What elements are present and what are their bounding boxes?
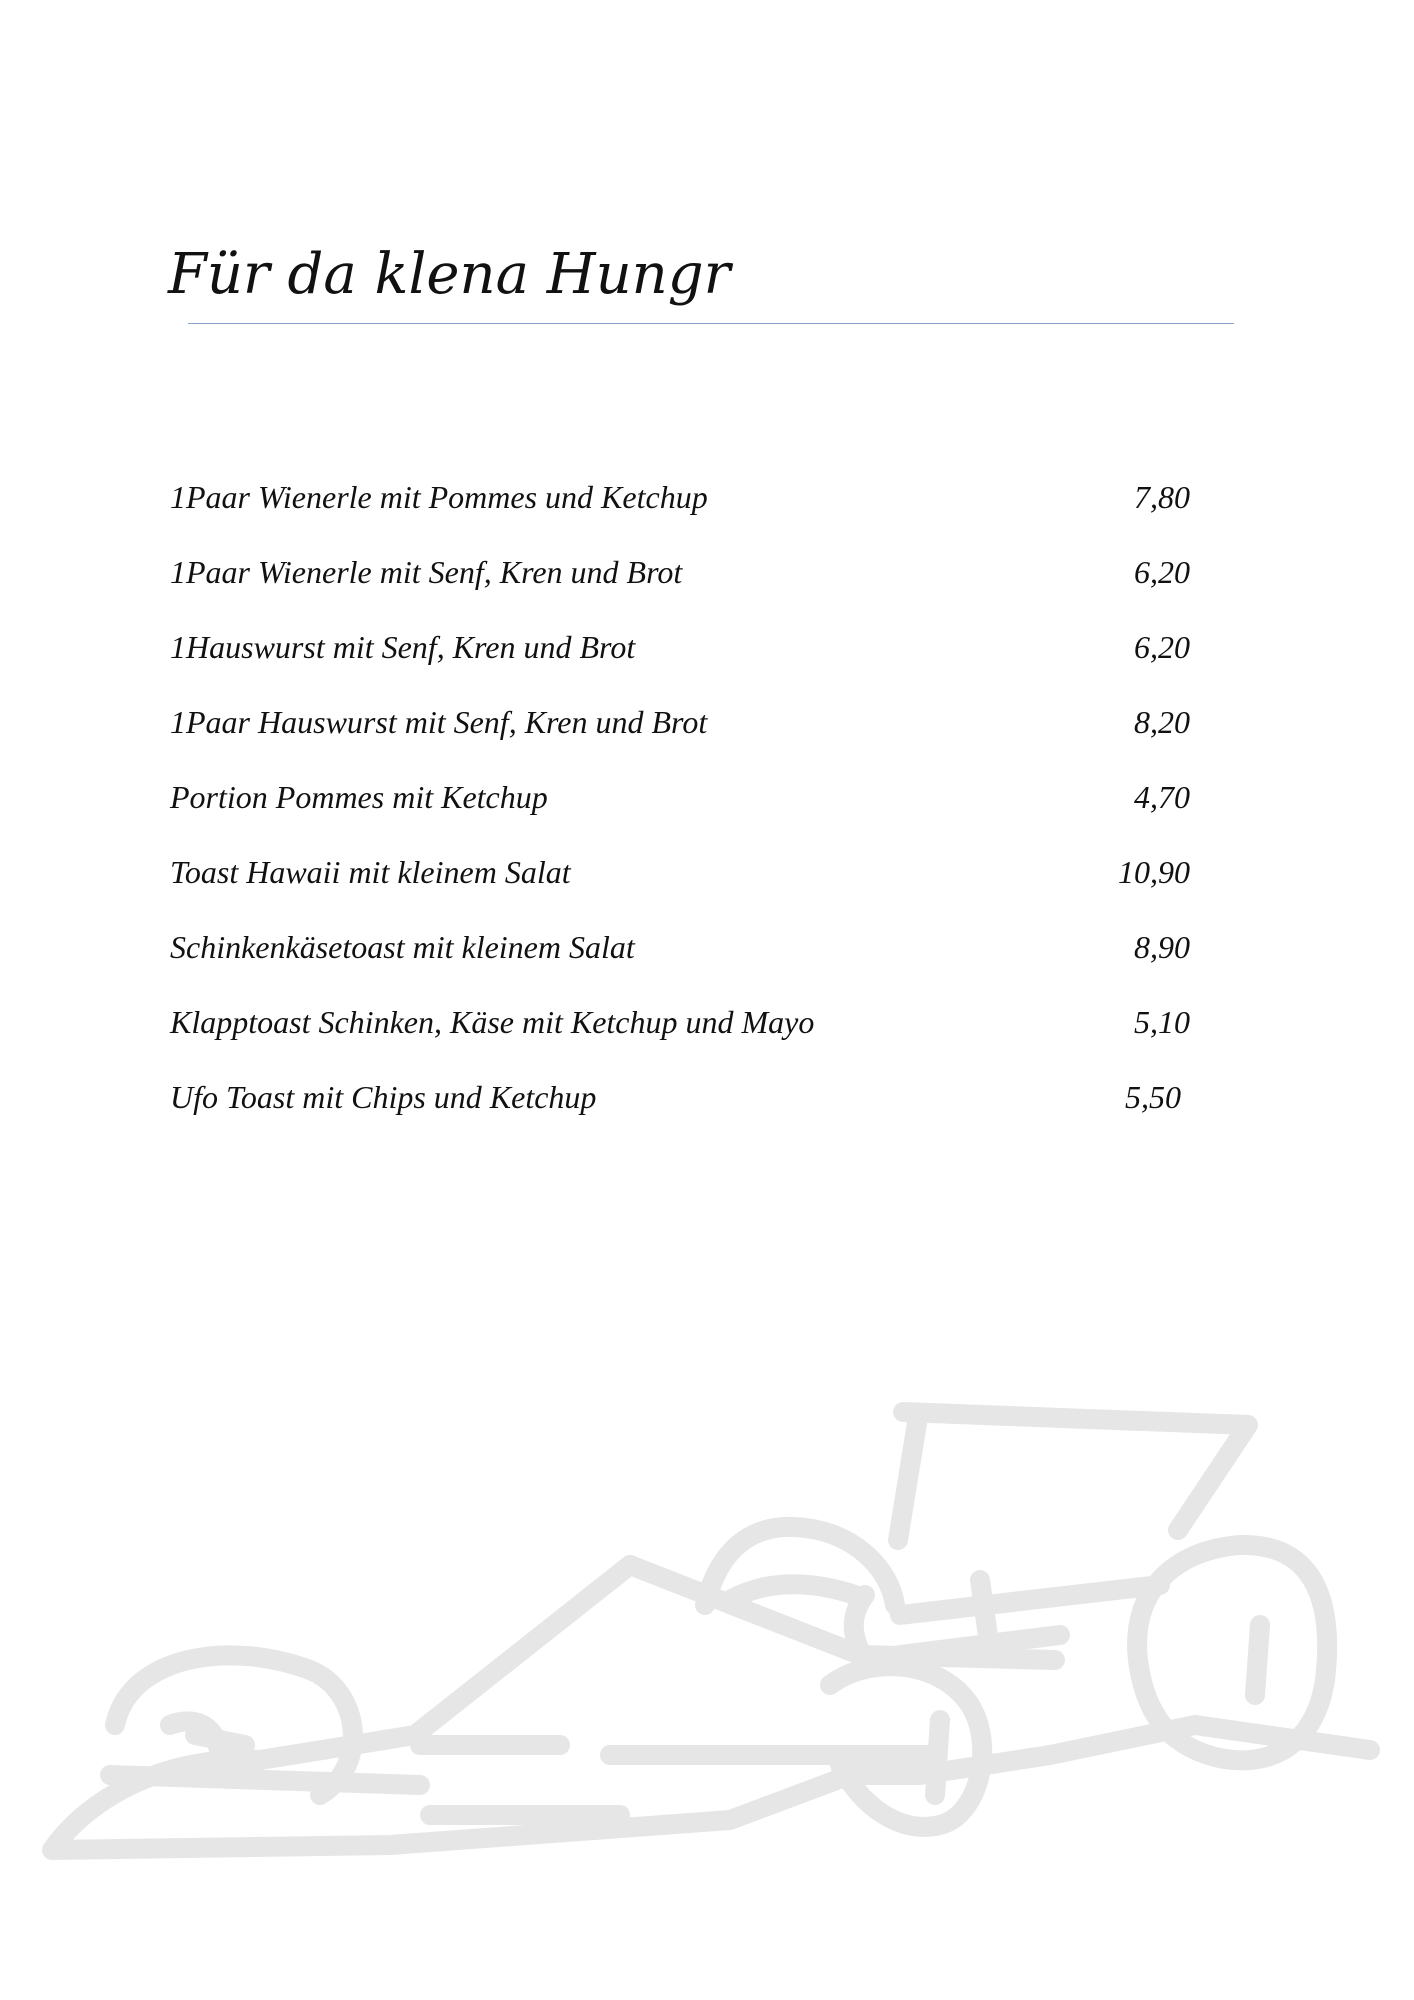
menu-item-name: Portion Pommes mit Ketchup — [170, 779, 548, 815]
menu-item-price: 10,90 — [1118, 854, 1190, 890]
menu-item-price: 5,10 — [1134, 1004, 1190, 1040]
menu-item — [170, 849, 1190, 895]
menu-item-name: Schinkenkäsetoast mit kleinem Salat — [170, 929, 635, 965]
menu-item-name: 1Paar Wienerle mit Pommes und Ketchup — [170, 479, 708, 515]
menu-item-name: Ufo Toast mit Chips und Ketchup — [170, 1079, 597, 1115]
menu-item-price: 6,20 — [1134, 629, 1190, 665]
menu-item — [170, 549, 1190, 595]
menu-item — [170, 699, 1190, 745]
menu-item-name: 1Paar Hauswurst mit Senf, Kren und Brot — [170, 704, 708, 740]
menu-item-name: 1Hauswurst mit Senf, Kren und Brot — [170, 629, 636, 665]
menu-item — [170, 624, 1190, 670]
menu-item-price: 4,70 — [1134, 779, 1190, 815]
menu-item — [170, 999, 1190, 1045]
page-title: Für da klena Hungr — [168, 242, 731, 307]
menu-item-price: 7,80 — [1134, 479, 1190, 515]
menu-item-price: 5,50 — [1125, 1079, 1181, 1115]
menu-item — [170, 1074, 1181, 1120]
menu-item-name: Toast Hawaii mit kleinem Salat — [170, 854, 571, 890]
menu-item — [170, 924, 1190, 970]
menu-item-price: 6,20 — [1134, 554, 1190, 590]
menu-item-name: 1Paar Wienerle mit Senf, Kren und Brot — [170, 554, 683, 590]
race-car-icon — [20, 1395, 1380, 1865]
menu-item-name: Klapptoast Schinken, Käse mit Ketchup und Mayo — [170, 1004, 815, 1040]
menu-item — [170, 474, 1190, 520]
menu-item-price: 8,90 — [1134, 929, 1190, 965]
menu-item — [170, 774, 1190, 820]
menu-item-price: 8,20 — [1134, 704, 1190, 740]
